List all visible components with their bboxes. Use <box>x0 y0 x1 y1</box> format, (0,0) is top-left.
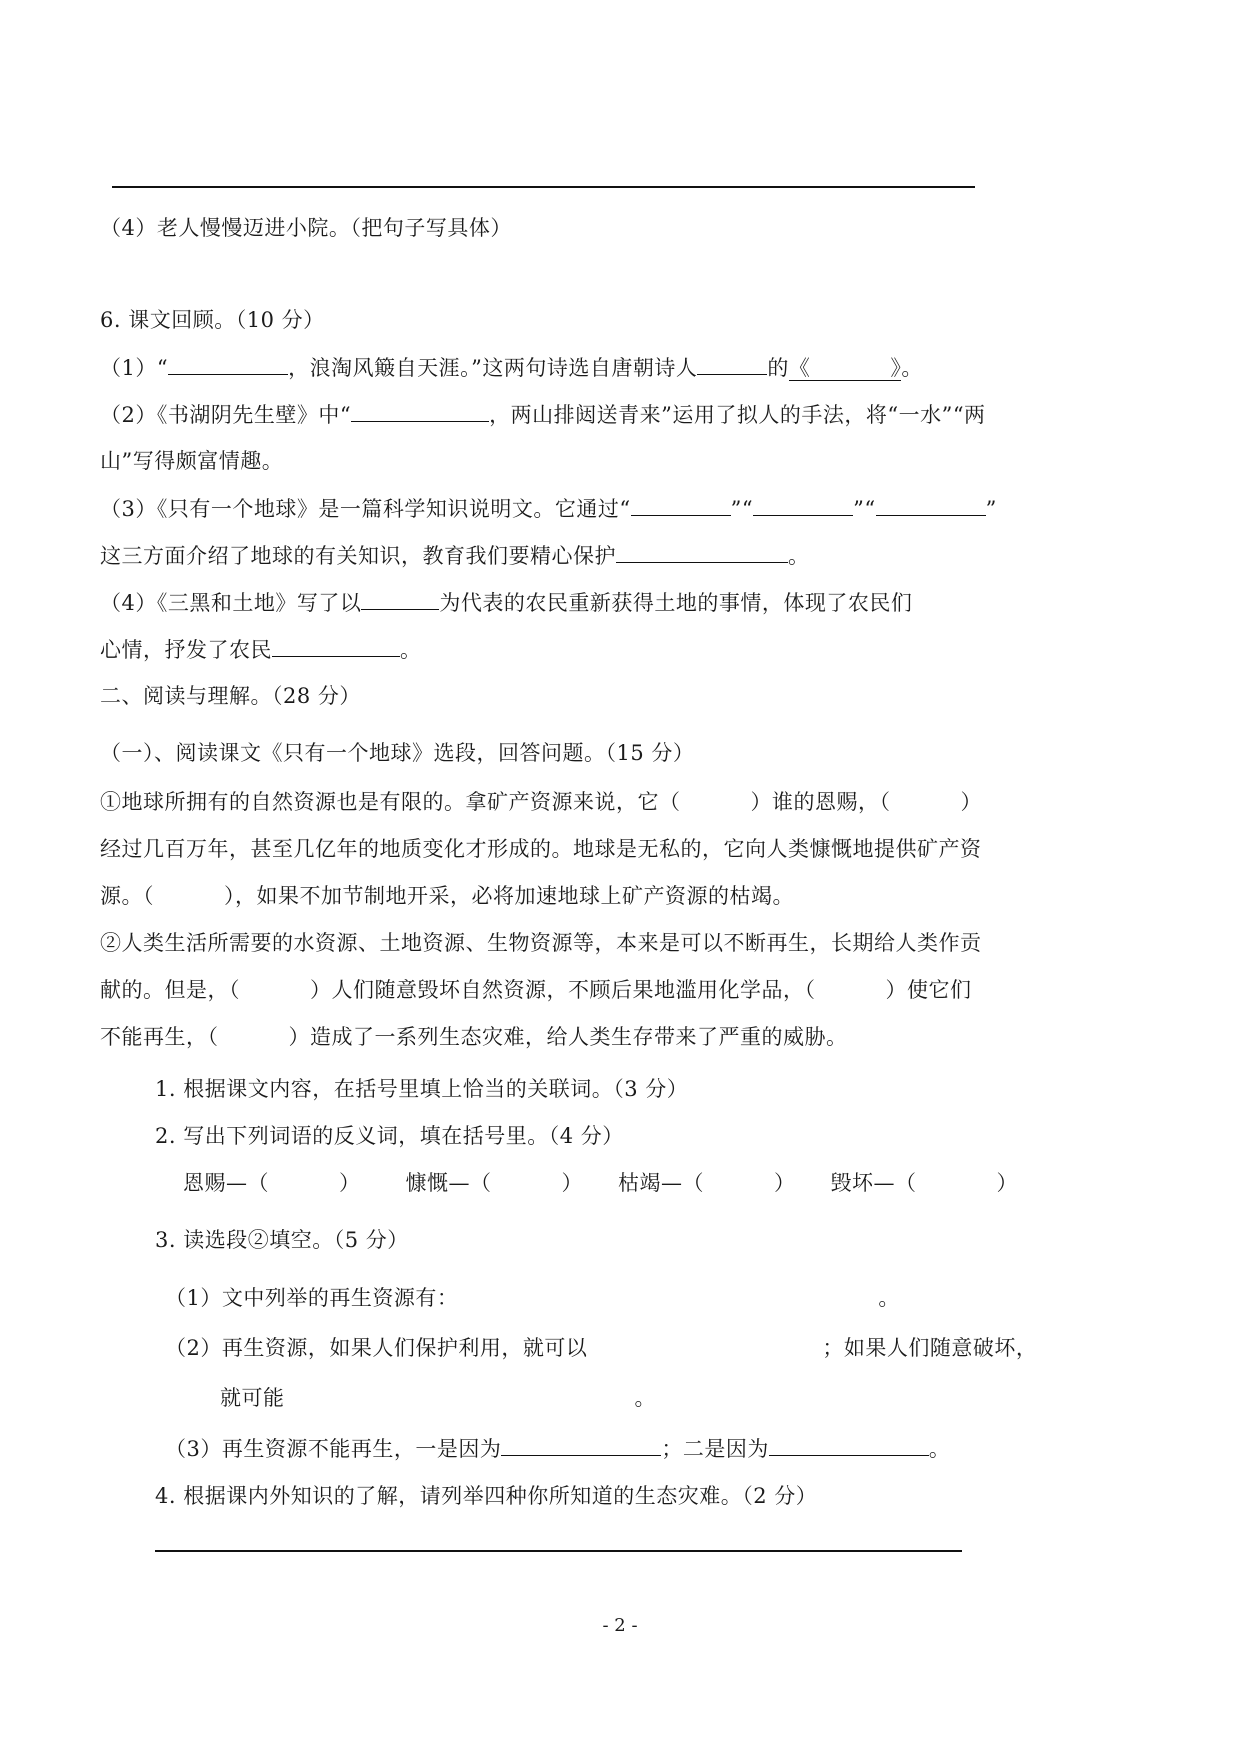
text: 的 <box>767 356 789 380</box>
question-3-2-cont <box>220 1383 656 1413</box>
passage-1-line-1 <box>100 787 982 817</box>
fill-blank[interactable] <box>753 493 853 516</box>
text: ，浪淘风簸自天涯。”这两句诗选自唐朝诗人 <box>288 356 698 380</box>
text: ” <box>985 497 997 521</box>
text: ）造成了一系列生态灾难，给人类生存带来了严重的威胁。 <box>288 1025 848 1049</box>
antonym-item <box>183 1171 361 1195</box>
passage-2-line-2 <box>100 975 972 1005</box>
text: 山”写得颇富情趣。 <box>100 449 284 473</box>
fill-blank[interactable] <box>351 399 489 422</box>
fill-blank[interactable] <box>501 1433 661 1456</box>
text: 这三方面介绍了地球的有关知识，教育我们要精心保护 <box>100 544 616 568</box>
question-3-3 <box>165 1433 950 1464</box>
text: ）谁的恩赐，（ <box>750 790 891 814</box>
antonym-item <box>618 1171 796 1195</box>
text: ；如果人们随意破坏， <box>822 1336 1038 1360</box>
fill-blank[interactable] <box>616 540 788 563</box>
text: ②人类生活所需要的水资源、土地资源、生物资源等，本来是可以不断再生，长期给人类作贡 <box>100 931 982 955</box>
fill-blank[interactable] <box>168 352 288 375</box>
passage-2-line-1 <box>100 928 982 958</box>
text: （3）《只有一个地球》是一篇科学知识说明文。它通过“ <box>100 497 631 521</box>
text: （2）再生资源，如果人们保护利用，就可以 <box>165 1336 588 1360</box>
text: （1）文中列举的再生资源有： <box>165 1286 459 1310</box>
q6-p3-cont <box>100 540 810 571</box>
text: ）使它们 <box>885 978 972 1002</box>
text: 。 <box>788 544 810 568</box>
page-number: - 2 - <box>602 1615 638 1636</box>
answer-line-top <box>112 186 975 188</box>
question-2 <box>155 1121 624 1151</box>
text: ”“ <box>730 497 754 521</box>
text: ①地球所拥有的自然资源也是有限的。拿矿产资源来说，它（ <box>100 790 681 814</box>
passage-1-line-3 <box>100 881 794 911</box>
text: ）人们随意毁坏自然资源，不顾后果地滥用化学品，（ <box>310 978 816 1002</box>
fill-blank[interactable] <box>631 493 731 516</box>
text: 恩赐—（ <box>183 1171 269 1195</box>
q6-title <box>100 305 325 335</box>
text: ） <box>774 1171 796 1195</box>
text: （一）、阅读课文《只有一个地球》选段，回答问题。（15 分） <box>100 741 695 765</box>
fill-blank[interactable] <box>876 493 986 516</box>
text: 二、阅读与理解。（28 分） <box>100 684 361 708</box>
text: 心情，抒发了农民 <box>100 638 272 662</box>
text: ），如果不加节制地开采，必将加速地球上矿产资源的枯竭。 <box>224 884 794 908</box>
text: ） <box>561 1171 583 1195</box>
text: 。 <box>400 638 422 662</box>
fill-blank[interactable] <box>697 352 767 375</box>
text: ） <box>996 1171 1018 1195</box>
text: 经过几百万年，甚至几亿年的地质变化才形成的。地球是无私的，它向人类慷慨地提供矿产资 <box>100 837 982 861</box>
text: 为代表的农民重新获得土地的事情，体现了农民们 <box>439 591 913 615</box>
question-1 <box>155 1074 688 1104</box>
q6-p4-cont <box>100 634 422 665</box>
text: （3）再生资源不能再生，一是因为 <box>165 1437 502 1461</box>
section-2-title <box>100 681 361 711</box>
text: 4. 根据课内外知识的了解，请列举四种你所知道的生态灾难。（2 分） <box>155 1484 818 1508</box>
antonym-item <box>406 1171 584 1195</box>
antonym-row <box>183 1168 1018 1198</box>
title-blank[interactable] <box>789 356 902 381</box>
fill-blank[interactable] <box>361 587 439 610</box>
text: 。 <box>901 356 923 380</box>
text: 。 <box>928 1437 951 1461</box>
text: ） <box>960 790 982 814</box>
q6-p2-cont <box>100 446 283 476</box>
text: ） <box>339 1171 361 1195</box>
text: 不能再生，（ <box>100 1025 219 1049</box>
text: 就可能 <box>220 1386 285 1410</box>
text: ；二是因为 <box>661 1437 769 1461</box>
text: 》 <box>890 356 902 380</box>
text: 慷慨—（ <box>405 1171 492 1195</box>
antonym-item <box>831 1171 1019 1195</box>
text: 《 <box>788 356 811 380</box>
q6-title-text: 6. 课文回顾。（10 分） <box>100 308 325 332</box>
question-3-1 <box>165 1283 900 1313</box>
q6-p3 <box>100 493 997 524</box>
item-4-rewrite <box>100 213 512 243</box>
text: ，两山排闼送青来”运用了拟人的手法，将“一水”“两 <box>489 403 986 427</box>
text: 。 <box>634 1386 656 1410</box>
passage-2-line-3 <box>100 1022 848 1052</box>
text: ”“ <box>853 497 876 521</box>
fill-blank[interactable] <box>272 634 400 657</box>
text: 献的。但是，（ <box>100 978 240 1002</box>
text: （2）《书湖阴先生壁》中“ <box>100 403 352 427</box>
q6-p2 <box>100 399 986 430</box>
fill-blank[interactable] <box>769 1433 929 1456</box>
text: 3. 读选段②填空。（5 分） <box>155 1228 409 1252</box>
question-3 <box>155 1225 409 1255</box>
item-4-text: （4）老人慢慢迈进小院。（把句子写具体） <box>100 216 512 240</box>
text: （4）《三黑和土地》写了以 <box>100 591 362 615</box>
passage-1-line-2 <box>100 834 982 864</box>
text: 枯竭—（ <box>618 1171 704 1195</box>
reading-1-title <box>100 738 694 768</box>
text: 。 <box>878 1286 900 1310</box>
text: 源。（ <box>100 884 154 908</box>
text: 1. 根据课文内容，在括号里填上恰当的关联词。（3 分） <box>155 1077 689 1101</box>
q6-p1 <box>100 352 923 383</box>
text: （1）“ <box>100 356 169 380</box>
question-3-2 <box>165 1333 1037 1363</box>
answer-line-bottom[interactable] <box>155 1550 962 1552</box>
question-4 <box>155 1481 817 1511</box>
text: 毁坏—（ <box>830 1171 917 1195</box>
text: 2. 写出下列词语的反义词，填在括号里。（4 分） <box>155 1124 624 1148</box>
q6-p4 <box>100 587 912 618</box>
